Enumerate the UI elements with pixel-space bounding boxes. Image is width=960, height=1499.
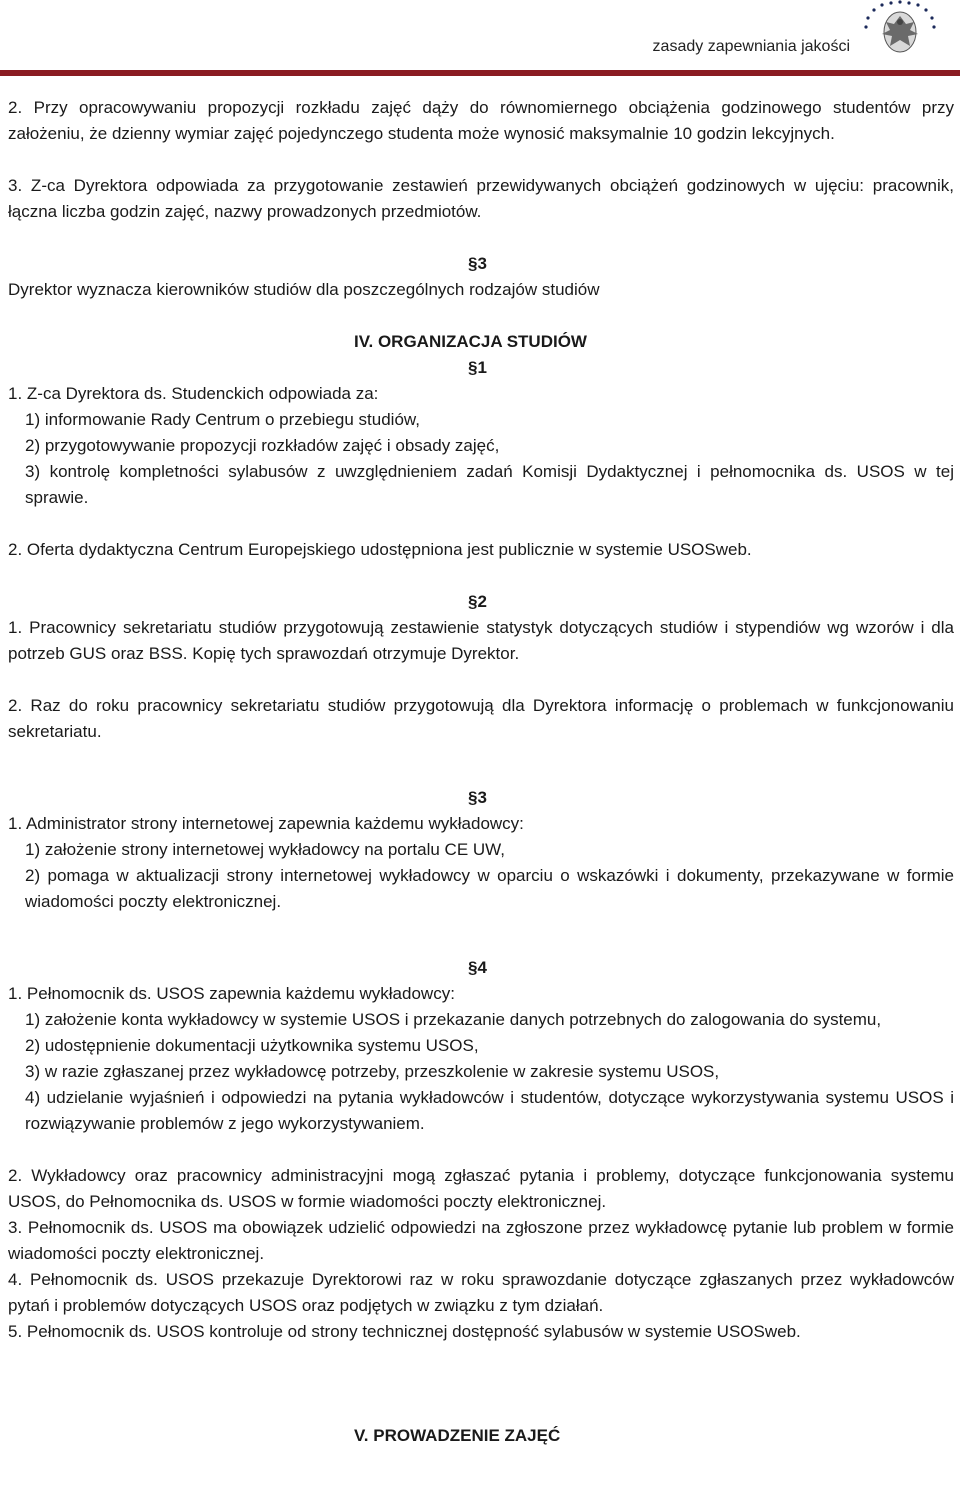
section-3b-item-1: 1) założenie strony internetowej wykładowcy na portalu CE UW, — [25, 840, 505, 859]
section-4-item-3: 3) w razie zgłaszanej przez wykładowcę potrzeby, przeszkolenie w zakresie systemu USOS, — [25, 1062, 720, 1081]
header-divider — [0, 70, 960, 76]
section-sign-2: §2 — [468, 592, 487, 611]
section-4-point-3: 3. Pełnomocnik ds. USOS ma obowiązek udzielić odpowiedzi na zgłoszone przez wykładowcę pytanie lub problem w formie wiadomości poczty elektronicznej. — [8, 1218, 954, 1263]
section-sign-3: §3 — [468, 254, 487, 273]
chapter-title-v: V. PROWADZENIE ZAJĘĆ — [354, 1426, 561, 1445]
document-body — [8, 95, 954, 1449]
section-1-item-1: 1) informowanie Rady Centrum o przebiegu studiów, — [25, 410, 420, 429]
section-2-point-2: 2. Raz do roku pracownicy sekretariatu studiów przygotowują dla Dyrektora informację o problemach w funkcjonowaniu sekretariatu. — [8, 696, 954, 741]
section-sign-1: §1 — [468, 358, 487, 377]
section-4-lead: 1. Pełnomocnik ds. USOS zapewnia każdemu wykładowcy: — [8, 984, 455, 1003]
section-3-text: Dyrektor wyznacza kierowników studiów dla poszczególnych rodzajów studiów — [8, 280, 600, 299]
section-3b-lead: 1. Administrator strony internetowej zapewnia każdemu wykładowcy: — [8, 814, 524, 833]
section-4-point-2: 2. Wykładowcy oraz pracownicy administracyjni mogą zgłaszać pytania i problemy, dotyczące funkcjonowania systemu USOS, do Pełnomocnika ds. USOS w formie wiadomości poczty elektronicznej. — [8, 1166, 954, 1211]
header-title: zasady zapewniania jakości — [652, 38, 850, 55]
section-3b-item-2: 2) pomaga w aktualizacji strony internetowej wykładowcy w oparciu o wskazówki i dokumenty, przekazywane w formie wiadomości poczty elektronicznej. — [25, 866, 954, 911]
section-4-item-4: 4) udzielanie wyjaśnień i odpowiedzi na pytania wykładowców i studentów, dotyczące wykorzystywania systemu USOS i rozwiązywanie problemów z jego wykorzystywaniem. — [25, 1088, 954, 1133]
section-4-point-4: 4. Pełnomocnik ds. USOS przekazuje Dyrektorowi raz w roku sprawozdanie dotyczące zgłaszanych przez wykładowców pytań i problemów dotyczących USOS oraz podjętych w związku z tym działań. — [8, 1270, 954, 1315]
section-4-point-5: 5. Pełnomocnik ds. USOS kontroluje od strony technicznej dostępność sylabusów w systemie USOSweb. — [8, 1322, 801, 1341]
section-1-item-2: 2) przygotowywanie propozycji rozkładów zajęć i obsady zajęć, — [25, 436, 500, 455]
section-1-point-2: 2. Oferta dydaktyczna Centrum Europejskiego udostępniona jest publicznie w systemie USOSweb. — [8, 540, 752, 559]
section-sign-4: §4 — [468, 958, 487, 977]
section-4-item-2: 2) udostępnienie dokumentacji użytkownika systemu USOS, — [25, 1036, 479, 1055]
chapter-title-iv: IV. ORGANIZACJA STUDIÓW — [354, 332, 587, 351]
section-4-item-1: 1) założenie konta wykładowcy w systemie USOS i przekazanie danych potrzebnych do zalogowania do systemu, — [25, 1010, 882, 1029]
section-1-lead: 1. Z-ca Dyrektora ds. Studenckich odpowiada za: — [8, 384, 379, 403]
university-eagle-logo-icon — [856, 0, 952, 70]
section-2-point-1: 1. Pracownicy sekretariatu studiów przygotowują zestawienie statystyk dotyczących studiów i stypendiów wg wzorów i dla potrzeb GUS oraz BSS. Kopię tych sprawozdań otrzymuje Dyrektor. — [8, 618, 954, 663]
section-sign-3b: §3 — [468, 788, 487, 807]
intro-paragraph-2: 2. Przy opracowywaniu propozycji rozkładu zajęć dąży do równomiernego obciążenia godzinowego studentów przy założeniu, że dzienny wymiar zajęć pojedynczego studenta może wynosić maksymalnie 10 godzin lekcyjnych. — [8, 98, 954, 143]
section-1-item-3: 3) kontrolę kompletności sylabusów z uwzględnieniem zadań Komisji Dydaktycznej i pełnomocnika ds. USOS w tej sprawie. — [25, 462, 954, 507]
intro-paragraph-3: 3. Z-ca Dyrektora odpowiada za przygotowanie zestawień przewidywanych obciążeń godzinowych w ujęciu: pracownik, łączna liczba godzin zajęć, nazwy prowadzonych przedmiotów. — [8, 176, 954, 221]
